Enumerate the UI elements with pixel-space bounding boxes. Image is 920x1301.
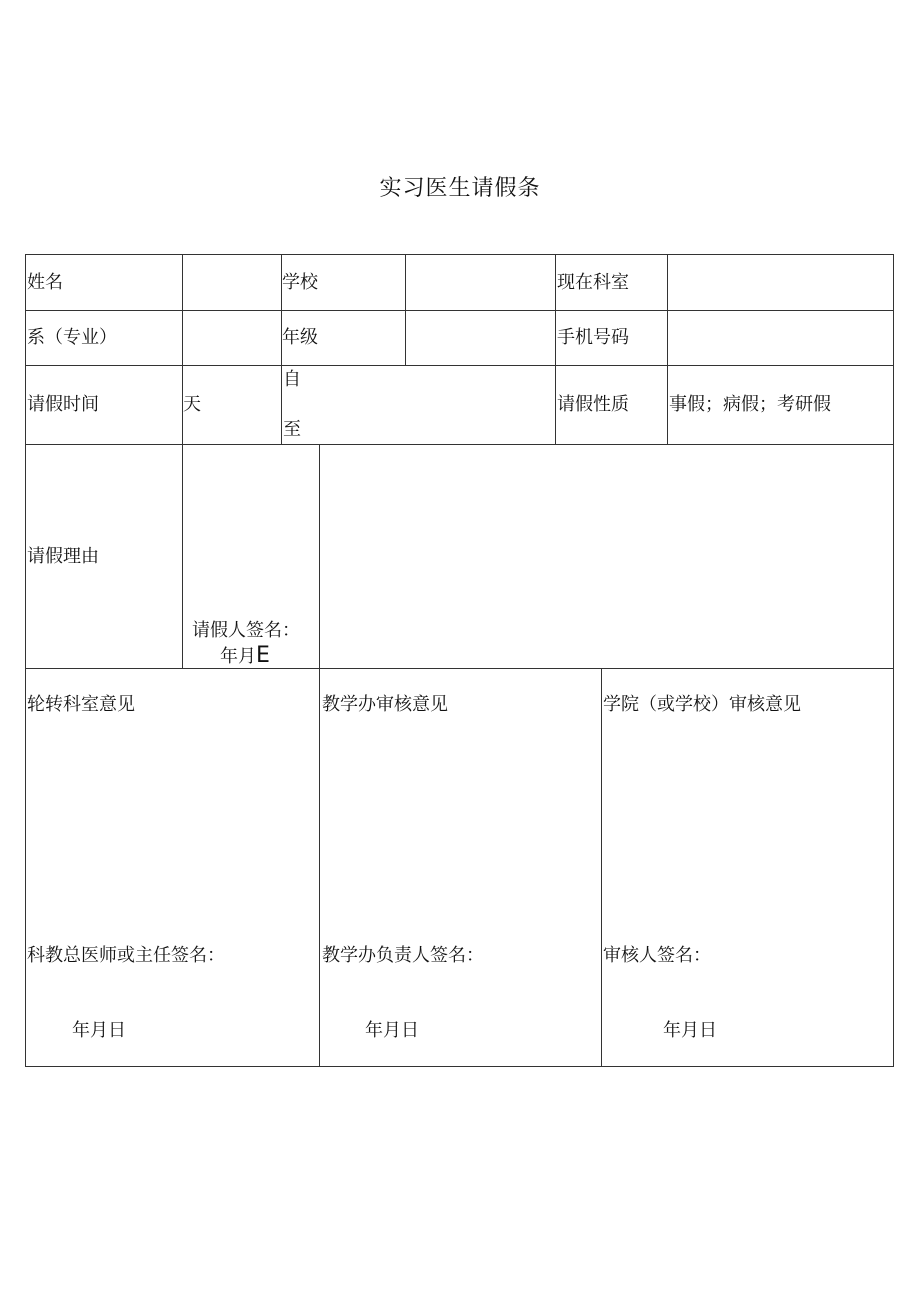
grid-line-reason-divider [319, 444, 320, 1066]
grid-line-row1 [25, 310, 894, 311]
grid-line-right [893, 254, 894, 1067]
major-label: 系（专业） [27, 327, 117, 348]
college-opinion-label: 学院（或学校）审核意见 [603, 694, 801, 715]
college-date-label: 年月日 [663, 1020, 717, 1041]
applicant-date [220, 644, 270, 669]
college-signature-label: 审核人签名： [603, 945, 711, 966]
applicant-date-prefix: 年月 [220, 646, 256, 667]
rotation-dept-date-label: 年月日 [72, 1020, 126, 1041]
grid-line-bottom [25, 1066, 894, 1067]
from-label: 自 [283, 369, 301, 390]
teaching-office-date-label: 年月日 [365, 1020, 419, 1041]
school-label: 学校 [282, 272, 318, 293]
applicant-date-glyph: E [256, 643, 270, 668]
rotation-dept-signature-label: 科教总医师或主任签名： [27, 945, 225, 966]
leave-type-options: 事假；病假；考研假 [669, 394, 831, 415]
leave-type-label: 请假性质 [557, 394, 629, 415]
grade-label: 年级 [282, 327, 318, 348]
grid-line-col5 [667, 254, 668, 444]
days-label: 天 [183, 394, 201, 415]
grid-line-left [25, 254, 26, 1067]
name-label: 姓名 [27, 272, 63, 293]
grid-line-row3 [25, 444, 894, 445]
grid-line-col4 [555, 254, 556, 444]
grid-line-col3 [405, 254, 406, 365]
leave-request-form [25, 254, 894, 1067]
teaching-office-signature-label: 教学办负责人签名： [322, 945, 484, 966]
leave-time-label: 请假时间 [27, 394, 99, 415]
page-title: 实习医生请假条 [379, 176, 541, 201]
phone-label: 手机号码 [557, 327, 629, 348]
grid-line-row4 [25, 668, 894, 669]
grid-line-row2 [25, 365, 894, 366]
current-dept-label: 现在科室 [557, 272, 629, 293]
leave-reason-label: 请假理由 [27, 546, 99, 567]
teaching-office-opinion-label: 教学办审核意见 [322, 694, 448, 715]
to-label: 至 [283, 419, 301, 440]
grid-line-opinion-divider [601, 668, 602, 1066]
rotation-dept-opinion-label: 轮转科室意见 [27, 694, 135, 715]
applicant-signature-label: 请假人签名： [192, 620, 300, 641]
grid-line-top [25, 254, 894, 255]
grid-line-col1 [182, 254, 183, 668]
